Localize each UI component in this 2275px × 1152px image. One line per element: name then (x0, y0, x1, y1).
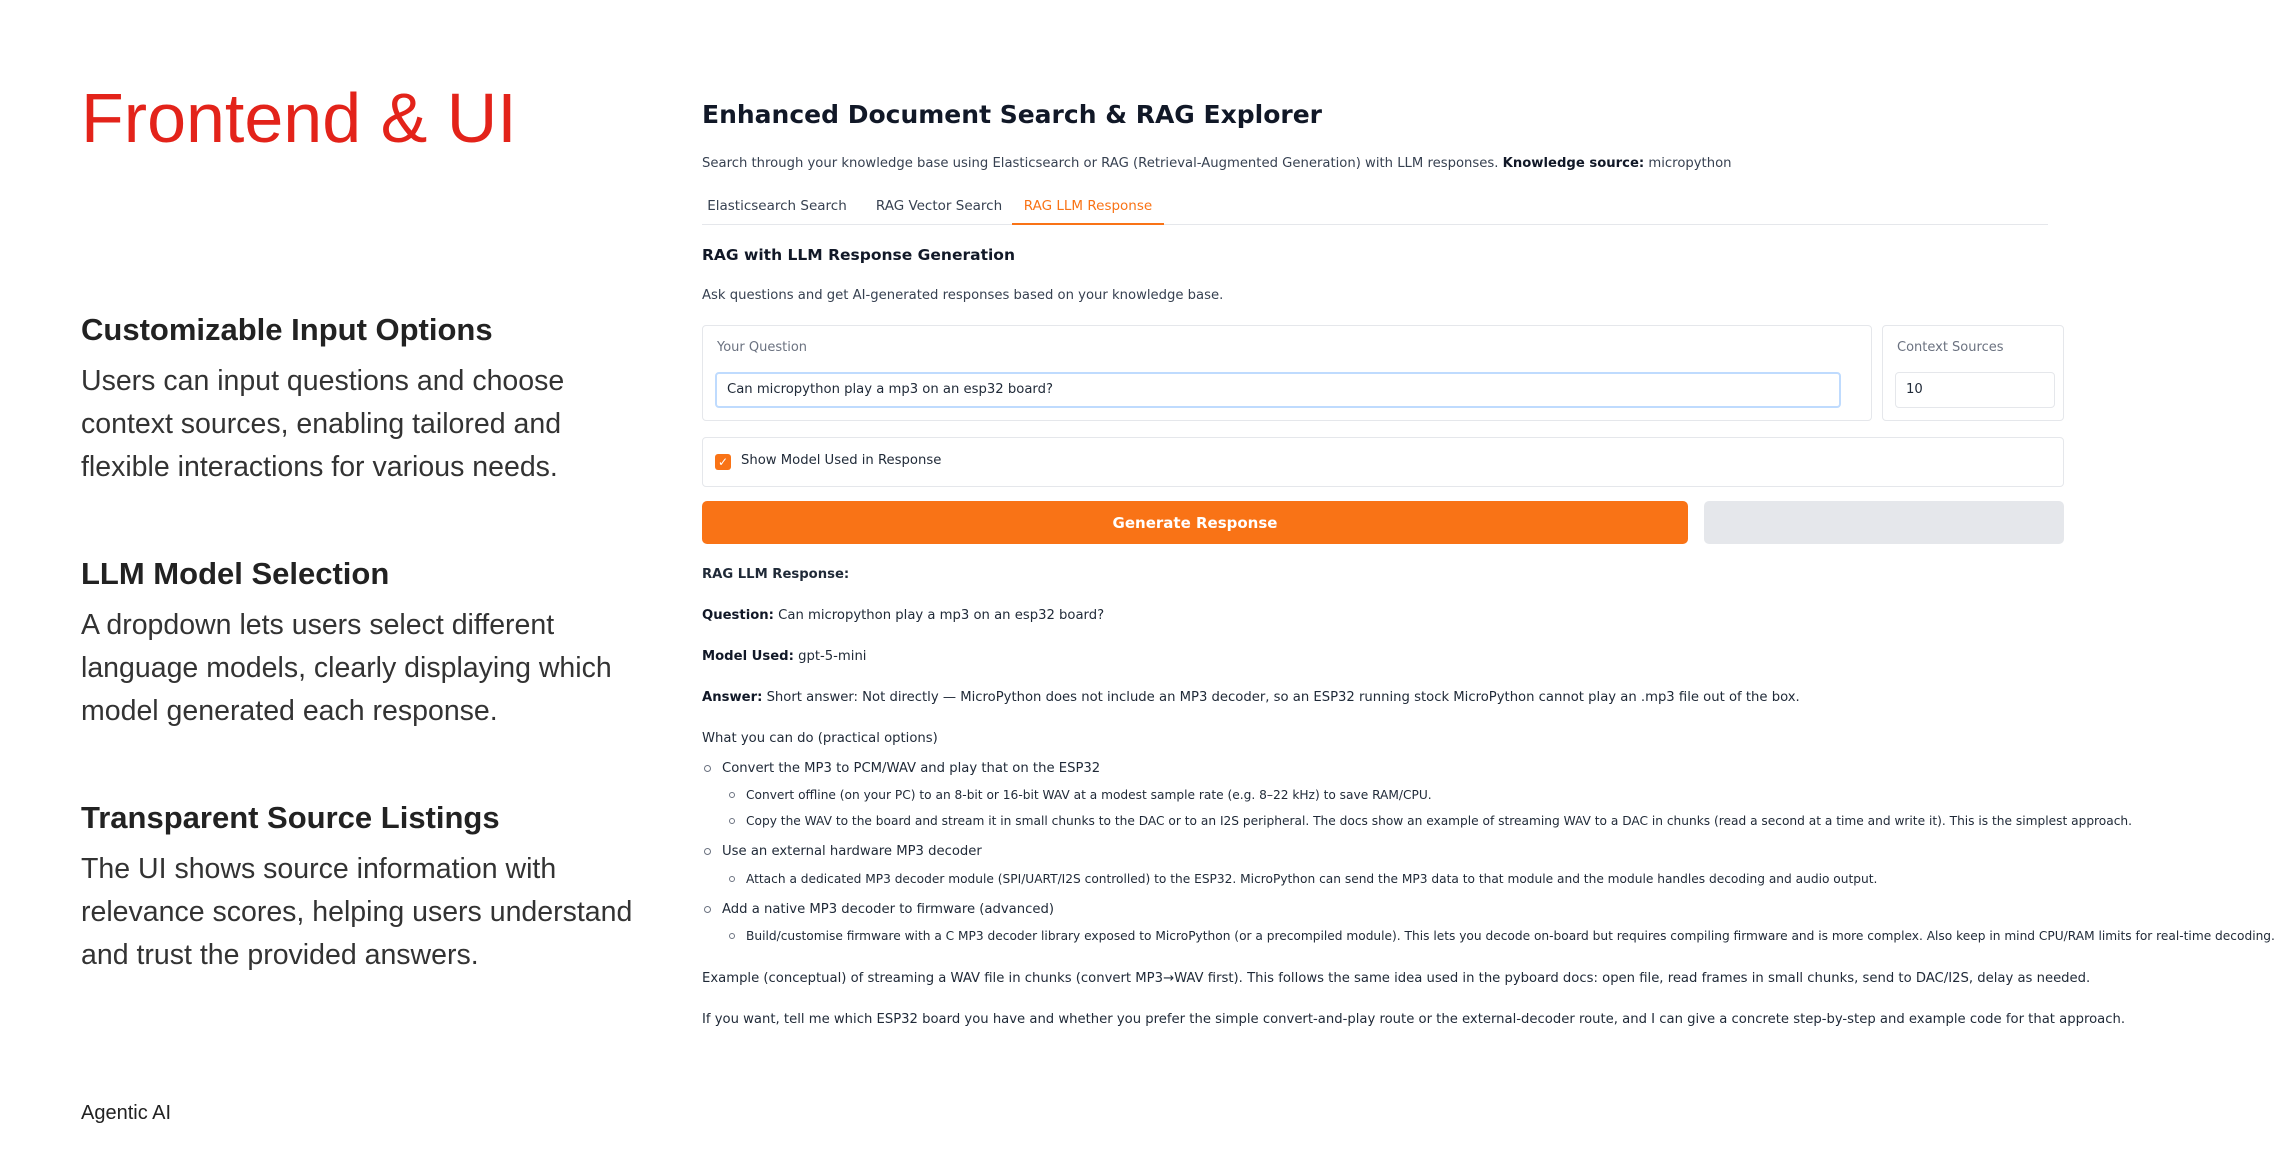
list-item: Build/customise firmware with a C MP3 decoder library exposed to MicroPython (or a precompiled module). This lets you decode on-board but requires compiling firmware and is more complex. Also keep in mind CPU/RAM limits for real-time decoding. (746, 929, 2275, 943)
response-answer: Answer: Short answer: Not directly — MicroPython does not include an MP3 decoder, so an ESP32 running stock MicroPython cannot play an .mp3 file out of the box. (702, 690, 1800, 705)
response-heading: RAG LLM Response: (702, 567, 850, 582)
list-item: Copy the WAV to the board and stream it in small chunks to the DAC or to an I2S peripheral. The docs show an example of streaming WAV to a DAC in chunks (read a second at a time and write it). This is the simplest approach. (746, 814, 2132, 828)
feature-description: The UI shows source information with relevance scores, helping users understand and trust the provided answers. (81, 853, 633, 971)
feature-heading: Customizable Input Options (81, 312, 493, 347)
show-model-label[interactable]: Show Model Used in Response (741, 453, 942, 468)
response-model-used: Model Used: gpt-5-mini (702, 649, 867, 664)
list-item: Use an external hardware MP3 decoder (722, 844, 982, 859)
show-model-checkbox[interactable]: ✓ (715, 454, 731, 470)
feature-llm-model-selection (81, 556, 681, 733)
feature-heading: Transparent Source Listings (81, 800, 500, 835)
response-example: Example (conceptual) of streaming a WAV file in chunks (convert MP3→WAV first). This follows the same idea used in the pyboard docs: open file, read frames in small chunks, send to DAC/I2S, delay as needed. (702, 971, 2091, 986)
context-sources-label: Context Sources (1897, 340, 2004, 355)
context-sources-input[interactable]: 10 (1895, 372, 2055, 408)
tab-rag-llm-response[interactable]: RAG LLM Response (1012, 194, 1164, 225)
secondary-button[interactable] (1704, 501, 2064, 544)
response-question: Question: Can micropython play a mp3 on an esp32 board? (702, 608, 1105, 623)
tab-rag-vector-search[interactable]: RAG Vector Search (875, 198, 1003, 214)
bullet-circle-icon (704, 765, 711, 772)
context-sources-panel (1882, 325, 2064, 421)
feature-description: A dropdown lets users select different language models, clearly displaying which model generated each response. (81, 609, 612, 727)
bullet-circle-icon (729, 876, 735, 882)
bullet-circle-icon (729, 933, 735, 939)
feature-customizable-input (81, 312, 681, 489)
bullet-circle-icon (729, 818, 735, 824)
section-title: RAG with LLM Response Generation (702, 246, 1015, 264)
question-input[interactable]: Can micropython play a mp3 on an esp32 board? (715, 372, 1841, 408)
app-title: Enhanced Document Search & RAG Explorer (702, 100, 1322, 129)
list-item: Convert the MP3 to PCM/WAV and play that on the ESP32 (722, 761, 1100, 776)
response-closing: If you want, tell me which ESP32 board you have and whether you prefer the simple convert-and-play route or the external-decoder route, and I can give a concrete step-by-step and example code for that approach. (702, 1012, 2126, 1027)
tab-bar (702, 194, 2048, 225)
question-panel (702, 325, 1872, 421)
feature-heading: LLM Model Selection (81, 556, 390, 591)
question-label: Your Question (717, 340, 808, 355)
list-item: Attach a dedicated MP3 decoder module (SPI/UART/I2S controlled) to the ESP32. MicroPython can send the MP3 data to that module and the module handles decoding and audio output. (746, 872, 1877, 886)
feature-transparent-sources (81, 800, 681, 977)
list-item: Convert offline (on your PC) to an 8-bit or 16-bit WAV at a modest sample rate (e.g. 8–22 kHz) to save RAM/CPU. (746, 788, 1432, 802)
slide-footer: Agentic AI (81, 1102, 172, 1124)
show-model-option (702, 437, 2064, 487)
app-screenshot (702, 92, 2275, 1052)
bullet-circle-icon (704, 848, 711, 855)
feature-description: Users can input questions and choose context sources, enabling tailored and flexible interactions for various needs. (81, 365, 565, 483)
bullet-circle-icon (704, 906, 711, 913)
generate-response-button[interactable]: Generate Response (702, 501, 1688, 544)
knowledge-source-value: micropython (1648, 156, 1732, 171)
knowledge-source-label: Knowledge source: (1502, 156, 1645, 171)
slide-title: Frontend & UI (81, 79, 517, 157)
list-item: Add a native MP3 decoder to firmware (advanced) (722, 902, 1054, 917)
section-description: Ask questions and get AI-generated responses based on your knowledge base. (702, 288, 1224, 303)
app-subtitle: Search through your knowledge base using Elasticsearch or RAG (Retrieval-Augmented Generation) with LLM responses. Knowledge source: micropython (702, 156, 1732, 171)
bullet-circle-icon (729, 792, 735, 798)
tab-elasticsearch-search[interactable]: Elasticsearch Search (707, 198, 847, 214)
response-practical-heading: What you can do (practical options) (702, 731, 938, 746)
